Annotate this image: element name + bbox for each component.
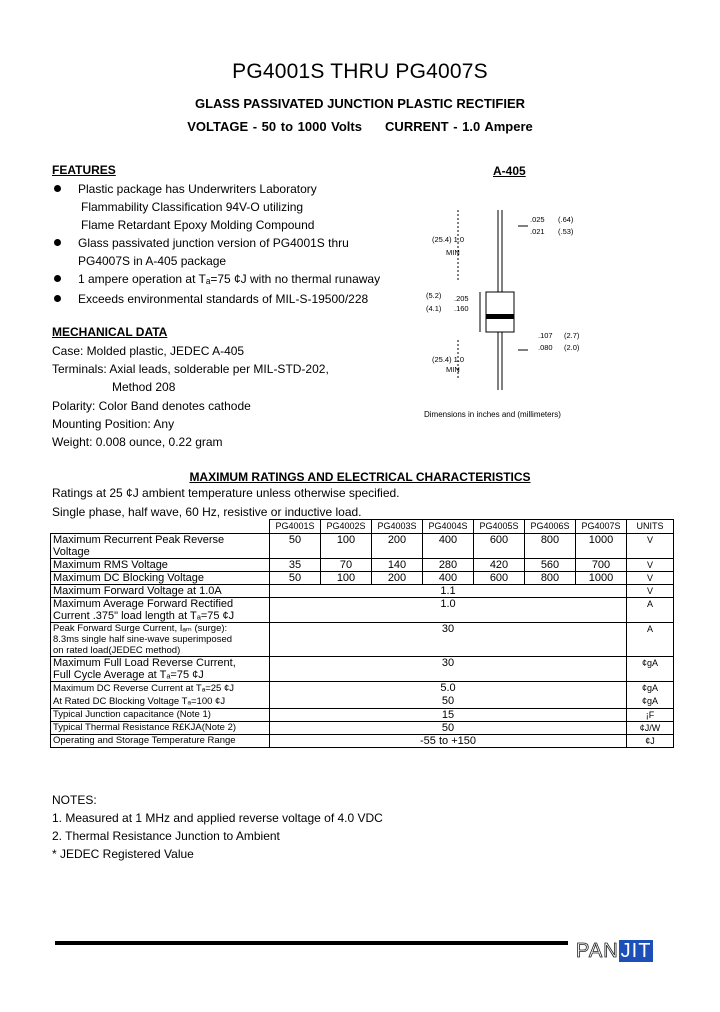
bullet-icon [54, 295, 61, 302]
table-header-row [51, 520, 674, 534]
table-row: Maximum DC Blocking Voltage 50 100 200 400 600 800 1000 V [51, 572, 674, 585]
table-row: Maximum Forward Voltage at 1.0A 1.1 V [51, 585, 674, 598]
notes-section [52, 791, 383, 863]
column-header: UNITS [627, 520, 674, 534]
mech-mounting: Mounting Position: Any [52, 416, 175, 431]
mech-weight: Weight: 0.008 ounce, 0.22 gram [52, 435, 223, 450]
dim-lead-top-min: MIN [446, 248, 460, 257]
row-label: Typical Thermal Resistance R£KJA(Note 2) [51, 722, 270, 735]
column-header: PG4001S [270, 520, 321, 534]
mech-method: Method 208 [112, 380, 176, 395]
note-item: * JEDEC Registered Value [52, 847, 194, 861]
document-subtitle: GLASS PASSIVATED JUNCTION PLASTIC RECTIFIER [194, 96, 526, 111]
row-label: Typical Junction capacitance (Note 1) [51, 709, 270, 722]
dim-body-len-in2: .160 [454, 304, 469, 313]
table-row: Maximum Average Forward Rectified Current .375" load length at Tₐ=75 ¢J 1.0 A [51, 598, 674, 623]
table-row: Maximum Recurrent Peak Reverse Voltage 50 100 200 400 600 800 1000 V [51, 534, 674, 559]
column-header: PG4005S [474, 520, 525, 534]
row-label: Maximum Recurrent Peak Reverse Voltage [51, 534, 270, 559]
note-item: 1. Measured at 1 MHz and applied reverse voltage of 4.0 VDC [52, 811, 383, 825]
mech-terminals: Terminals: Axial leads, solderable per MIL-STD-202, [52, 362, 329, 377]
table-row: Maximum RMS Voltage 35 70 140 280 420 560 700 V [51, 559, 674, 572]
row-label: Operating and Storage Temperature Range [51, 735, 270, 748]
column-header: PG4007S [576, 520, 627, 534]
dim-lead-bot: (25.4) 1.0 [432, 355, 465, 364]
ratings-heading: MAXIMUM RATINGS AND ELECTRICAL CHARACTERISTICS [189, 470, 531, 484]
mech-case: Case: Molded plastic, JEDEC A-405 [52, 344, 245, 358]
dim-lead-top: (25.4) 1.0 [432, 235, 465, 244]
package-name: A-405 [493, 164, 526, 178]
document-title: PG4001S THRU PG4007S [232, 60, 488, 83]
cathode-band [486, 314, 514, 319]
dim-body-dia-mm: (2.7) [564, 331, 580, 340]
table-row: Typical Thermal Resistance R£KJA(Note 2) 50 ¢J/W [51, 722, 674, 735]
column-header: PG4002S [321, 520, 372, 534]
row-label: Maximum Average Forward Rectified Current .375" load length at Tₐ=75 ¢J [51, 598, 270, 623]
features-list [52, 180, 382, 308]
row-label: Maximum Full Load Reverse Current, Full Cycle Average at Tₐ=75 ¢J [51, 657, 270, 682]
voltage-current-line [0, 119, 720, 134]
feature-item: Exceeds environmental standards of MIL-S-19500/228 [52, 290, 382, 308]
panjit-logo: PAN JIT [576, 940, 652, 962]
ratings-table [50, 519, 674, 748]
table-row: Peak Forward Surge Current, Iₐₘ (surge): 8.3ms single half sine-wave superimposed on rated load(JEDEC method) 30 A [51, 623, 674, 657]
voltage-range: VOLTAGE - 50 to 1000 Volts [187, 119, 362, 134]
mech-polarity: Polarity: Color Band denotes cathode [52, 398, 251, 413]
dim-lead-dia-in: .025 [530, 215, 545, 224]
table-row: Maximum DC Reverse Current at Tₐ=25 ¢J At Rated DC Blocking Voltage Tₐ=100 ¢J 5.0 50 ¢gA ¢gA [51, 682, 674, 709]
dim-lead-dia-in2: .021 [530, 227, 545, 236]
current-rating: CURRENT - 1.0 Ampere [385, 119, 533, 134]
feature-item: 1 ampere operation at Tₐ=75 ¢J with no thermal runaway [52, 270, 382, 288]
bullet-icon [54, 275, 61, 282]
footer-rule [55, 941, 568, 945]
row-label: Maximum Forward Voltage at 1.0A [51, 585, 270, 598]
row-label: Peak Forward Surge Current, Iₐₘ (surge): 8.3ms single half sine-wave superimposed on rated load(JEDEC method) [51, 623, 270, 657]
row-label: Maximum RMS Voltage [51, 559, 270, 572]
row-label: Maximum DC Reverse Current at Tₐ=25 ¢J At Rated DC Blocking Voltage Tₐ=100 ¢J [51, 682, 270, 709]
notes-heading: NOTES: [52, 793, 97, 807]
dim-body-len-mm2: (4.1) [426, 304, 442, 313]
dim-lead-dia-mm: (.64) [558, 215, 574, 224]
ratings-condition-2: Single phase, half wave, 60 Hz, resistive or inductive load. [52, 505, 362, 519]
dim-lead-bot-min: MIN [446, 365, 460, 374]
table-row: Maximum Full Load Reverse Current, Full Cycle Average at Tₐ=75 ¢J 30 ¢gA [51, 657, 674, 682]
dim-body-len-mm: (5.2) [426, 291, 442, 300]
table-row: Operating and Storage Temperature Range -55 to +150 ¢J [51, 735, 674, 748]
note-item: 2. Thermal Resistance Junction to Ambient [52, 829, 280, 843]
table-row: Typical Junction capacitance (Note 1) 15 ¡F [51, 709, 674, 722]
package-diagram [418, 200, 598, 390]
feature-item: Glass passivated junction version of PG4001S thru PG4007S in A-405 package [52, 234, 382, 270]
features-heading: FEATURES [52, 163, 116, 177]
diode-body [486, 292, 514, 332]
dim-body-dia-in: .107 [538, 331, 553, 340]
bullet-icon [54, 239, 61, 246]
column-header: PG4003S [372, 520, 423, 534]
dimensions-note: Dimensions in inches and (millimeters) [424, 410, 561, 419]
column-header: PG4006S [525, 520, 576, 534]
column-header: PG4004S [423, 520, 474, 534]
ratings-condition-1: Ratings at 25 ¢J ambient temperature unless otherwise specified. [52, 486, 400, 500]
dim-body-len-in: .205 [454, 294, 469, 303]
row-label: Maximum DC Blocking Voltage [51, 572, 270, 585]
dim-body-dia-in2: .080 [538, 343, 553, 352]
mechanical-data [52, 342, 382, 451]
dim-body-dia-mm2: (2.0) [564, 343, 580, 352]
dim-lead-dia-mm2: (.53) [558, 227, 574, 236]
bullet-icon [54, 185, 61, 192]
feature-item: Plastic package has Underwriters Laboratory Flammability Classification 94V-O utilizing Flame Retardant Epoxy Molding Compound [52, 180, 382, 234]
mechanical-heading: MECHANICAL DATA [52, 325, 168, 339]
